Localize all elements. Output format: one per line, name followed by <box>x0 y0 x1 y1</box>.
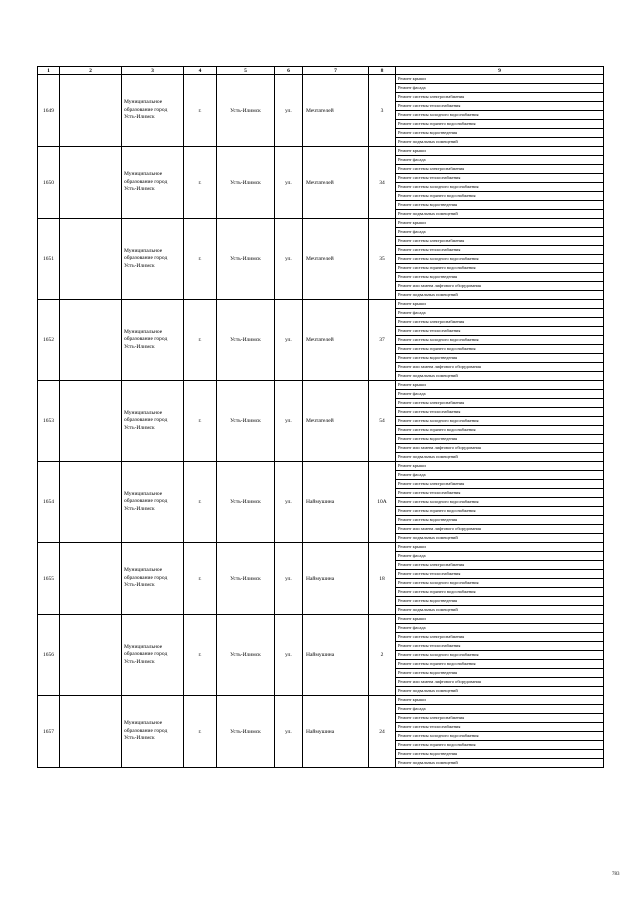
municipality-line: Муниципальное <box>124 171 163 178</box>
settlement-type-cell: г. <box>184 381 217 462</box>
work-type-cell: Ремонт системы электроснабжения <box>396 318 604 327</box>
municipality-cell <box>122 615 184 696</box>
work-type-cell: Ремонт системы водоотведения <box>396 597 604 606</box>
column-number: 1 <box>38 67 60 75</box>
column-number: 4 <box>184 67 217 75</box>
settlement-type-cell: г. <box>184 696 217 768</box>
work-type-cell: Ремонт системы холодного водоснабжения <box>396 111 604 120</box>
work-type-cell: Ремонт системы водоотведения <box>396 354 604 363</box>
work-type-cell: Ремонт системы водоотведения <box>396 273 604 282</box>
settlement-type-cell: г. <box>184 615 217 696</box>
settlement-type-cell: г. <box>184 219 217 300</box>
work-type-cell: Ремонт подвальных помещений <box>396 291 604 300</box>
municipality-line: образование город <box>124 417 168 424</box>
work-type-cell: Ремонт системы теплоснабжения <box>396 102 604 111</box>
work-type-cell: Ремонт крыши <box>396 543 604 552</box>
work-row <box>38 300 604 309</box>
page-number: 783 <box>612 872 620 877</box>
work-row <box>38 615 604 624</box>
work-type-cell: Ремонт системы теплоснабжения <box>396 642 604 651</box>
work-row <box>38 696 604 705</box>
work-type-cell: Ремонт фасада <box>396 471 604 480</box>
work-type-cell: Ремонт системы горячего водоснабжения <box>396 741 604 750</box>
work-type-cell: Ремонт системы горячего водоснабжения <box>396 507 604 516</box>
municipality-line: Усть-Илимск <box>124 424 155 431</box>
street-cell: Наймушина <box>303 543 369 615</box>
work-type-cell: Ремонт системы холодного водоснабжения <box>396 579 604 588</box>
work-row <box>38 147 604 156</box>
street-cell: Наймушина <box>303 462 369 543</box>
work-type-cell: Ремонт системы водоотведения <box>396 435 604 444</box>
settlement-type-cell: г. <box>184 75 217 147</box>
work-type-cell: Ремонт системы электроснабжения <box>396 93 604 102</box>
work-row <box>38 75 604 84</box>
row-id-cell: 1654 <box>38 462 60 543</box>
work-type-cell: Ремонт крыши <box>396 75 604 84</box>
municipality-line: Муниципальное <box>124 99 163 106</box>
work-type-cell: Ремонт системы горячего водоснабжения <box>396 264 604 273</box>
municipality-line: Усть-Илимск <box>124 343 155 350</box>
work-type-cell: Ремонт системы холодного водоснабжения <box>396 732 604 741</box>
work-type-cell: Ремонт системы теплоснабжения <box>396 489 604 498</box>
house-number-cell: 34 <box>369 147 396 219</box>
street-type-cell: ул. <box>275 543 303 615</box>
work-type-cell: Ремонт системы горячего водоснабжения <box>396 192 604 201</box>
city-cell: Усть-Илимск <box>217 543 275 615</box>
column-number: 9 <box>396 67 604 75</box>
municipality-line: образование город <box>124 574 168 581</box>
work-type-cell: Ремонт крыши <box>396 615 604 624</box>
empty-cell <box>60 615 122 696</box>
work-type-cell: Ремонт подвальных помещений <box>396 453 604 462</box>
work-type-cell: Ремонт системы электроснабжения <box>396 480 604 489</box>
work-type-cell: Ремонт системы электроснабжения <box>396 633 604 642</box>
row-id-cell: 1650 <box>38 147 60 219</box>
municipality-cell <box>122 300 184 381</box>
work-type-cell: Ремонт крыши <box>396 696 604 705</box>
work-type-cell: Ремонт системы водоотведения <box>396 669 604 678</box>
work-type-cell: Ремонт крыши <box>396 147 604 156</box>
empty-cell <box>60 696 122 768</box>
municipality-line: Усть-Илимск <box>124 186 155 193</box>
city-cell: Усть-Илимск <box>217 696 275 768</box>
work-type-cell: Ремонт фасада <box>396 156 604 165</box>
house-number-cell: 10А <box>369 462 396 543</box>
municipality-line: Усть-Илимск <box>124 505 155 512</box>
work-type-cell: Ремонт крыши <box>396 300 604 309</box>
work-type-cell: Ремонт системы электроснабжения <box>396 561 604 570</box>
street-type-cell: ул. <box>275 75 303 147</box>
street-type-cell: ул. <box>275 219 303 300</box>
street-type-cell: ул. <box>275 147 303 219</box>
street-type-cell: ул. <box>275 462 303 543</box>
municipality-line: образование город <box>124 336 168 343</box>
work-type-cell: Ремонт подвальных помещений <box>396 687 604 696</box>
city-cell: Усть-Илимск <box>217 381 275 462</box>
work-type-cell: Ремонт системы теплоснабжения <box>396 246 604 255</box>
row-id-cell: 1651 <box>38 219 60 300</box>
work-type-cell: Ремонт системы холодного водоснабжения <box>396 417 604 426</box>
repair-program-table <box>37 66 604 768</box>
house-number-cell: 54 <box>369 381 396 462</box>
work-type-cell: Ремонт крыши <box>396 219 604 228</box>
municipality-cell <box>122 543 184 615</box>
work-type-cell: Ремонт системы электроснабжения <box>396 165 604 174</box>
work-type-cell: Ремонт системы холодного водоснабжения <box>396 183 604 192</box>
municipality-cell <box>122 462 184 543</box>
work-type-cell: Ремонт фасада <box>396 624 604 633</box>
work-type-cell: Ремонт подвальных помещений <box>396 606 604 615</box>
work-type-cell: Ремонт крыши <box>396 381 604 390</box>
municipality-line: Усть-Илимск <box>124 735 155 742</box>
work-row <box>38 381 604 390</box>
municipality-cell <box>122 147 184 219</box>
settlement-type-cell: г. <box>184 462 217 543</box>
empty-cell <box>60 543 122 615</box>
work-type-cell: Ремонт подвальных помещений <box>396 138 604 147</box>
street-type-cell: ул. <box>275 300 303 381</box>
work-type-cell: Ремонт крыши <box>396 462 604 471</box>
work-row <box>38 462 604 471</box>
municipality-cell <box>122 696 184 768</box>
work-type-cell: Ремонт системы водоотведения <box>396 750 604 759</box>
work-type-cell: Ремонт или замена лифтового оборудования <box>396 678 604 687</box>
work-type-cell: Ремонт подвальных помещений <box>396 210 604 219</box>
work-type-cell: Ремонт или замена лифтового оборудования <box>396 282 604 291</box>
work-type-cell: Ремонт системы теплоснабжения <box>396 723 604 732</box>
settlement-type-cell: г. <box>184 147 217 219</box>
work-type-cell: Ремонт или замена лифтового оборудования <box>396 363 604 372</box>
settlement-type-cell: г. <box>184 543 217 615</box>
street-cell: Мечтателей <box>303 75 369 147</box>
municipality-line: Муниципальное <box>124 328 163 335</box>
work-type-cell: Ремонт или замена лифтового оборудования <box>396 444 604 453</box>
municipality-line: образование город <box>124 727 168 734</box>
street-cell: Наймушина <box>303 696 369 768</box>
table-body <box>38 75 604 768</box>
municipality-line: Усть-Илимск <box>124 114 155 121</box>
work-type-cell: Ремонт системы водоотведения <box>396 516 604 525</box>
row-id-cell: 1656 <box>38 615 60 696</box>
work-type-cell: Ремонт системы водоотведения <box>396 129 604 138</box>
work-type-cell: Ремонт системы теплоснабжения <box>396 570 604 579</box>
municipality-line: Муниципальное <box>124 720 163 727</box>
column-number: 7 <box>303 67 369 75</box>
column-number: 8 <box>369 67 396 75</box>
work-type-cell: Ремонт системы холодного водоснабжения <box>396 651 604 660</box>
empty-cell <box>60 381 122 462</box>
empty-cell <box>60 75 122 147</box>
work-type-cell: Ремонт системы горячего водоснабжения <box>396 426 604 435</box>
work-type-cell: Ремонт системы водоотведения <box>396 201 604 210</box>
municipality-line: Муниципальное <box>124 643 163 650</box>
work-type-cell: Ремонт системы горячего водоснабжения <box>396 588 604 597</box>
work-type-cell: Ремонт фасада <box>396 228 604 237</box>
street-cell: Мечтателей <box>303 381 369 462</box>
work-type-cell: Ремонт системы теплоснабжения <box>396 408 604 417</box>
work-type-cell: Ремонт системы холодного водоснабжения <box>396 336 604 345</box>
row-id-cell: 1649 <box>38 75 60 147</box>
street-type-cell: ул. <box>275 696 303 768</box>
empty-cell <box>60 300 122 381</box>
row-id-cell: 1657 <box>38 696 60 768</box>
empty-cell <box>60 147 122 219</box>
city-cell: Усть-Илимск <box>217 147 275 219</box>
city-cell: Усть-Илимск <box>217 219 275 300</box>
city-cell: Усть-Илимск <box>217 462 275 543</box>
work-type-cell: Ремонт подвальных помещений <box>396 534 604 543</box>
work-row <box>38 543 604 552</box>
row-id-cell: 1652 <box>38 300 60 381</box>
street-cell: Мечтателей <box>303 219 369 300</box>
column-number: 3 <box>122 67 184 75</box>
work-type-cell: Ремонт или замена лифтового оборудования <box>396 525 604 534</box>
municipality-cell <box>122 381 184 462</box>
street-cell: Мечтателей <box>303 300 369 381</box>
work-type-cell: Ремонт системы электроснабжения <box>396 237 604 246</box>
house-number-cell: 3 <box>369 75 396 147</box>
work-type-cell: Ремонт фасада <box>396 309 604 318</box>
municipality-line: Усть-Илимск <box>124 658 155 665</box>
house-number-cell: 18 <box>369 543 396 615</box>
municipality-line: Усть-Илимск <box>124 262 155 269</box>
work-type-cell: Ремонт фасада <box>396 705 604 714</box>
work-type-cell: Ремонт системы теплоснабжения <box>396 174 604 183</box>
municipality-cell <box>122 75 184 147</box>
work-type-cell: Ремонт системы холодного водоснабжения <box>396 255 604 264</box>
municipality-line: Муниципальное <box>124 490 163 497</box>
work-type-cell: Ремонт подвальных помещений <box>396 372 604 381</box>
column-number: 5 <box>217 67 275 75</box>
municipality-line: Усть-Илимск <box>124 582 155 589</box>
municipality-line: Муниципальное <box>124 409 163 416</box>
municipality-cell <box>122 219 184 300</box>
work-type-cell: Ремонт системы теплоснабжения <box>396 327 604 336</box>
street-cell: Мечтателей <box>303 147 369 219</box>
house-number-cell: 37 <box>369 300 396 381</box>
work-type-cell: Ремонт системы электроснабжения <box>396 399 604 408</box>
work-type-cell: Ремонт подвальных помещений <box>396 759 604 768</box>
municipality-line: образование город <box>124 651 168 658</box>
municipality-line: Муниципальное <box>124 567 163 574</box>
empty-cell <box>60 462 122 543</box>
street-type-cell: ул. <box>275 615 303 696</box>
work-type-cell: Ремонт фасада <box>396 552 604 561</box>
settlement-type-cell: г. <box>184 300 217 381</box>
municipality-line: образование город <box>124 178 168 185</box>
municipality-line: образование город <box>124 498 168 505</box>
city-cell: Усть-Илимск <box>217 300 275 381</box>
house-number-cell: 2 <box>369 615 396 696</box>
municipality-line: образование город <box>124 106 168 113</box>
row-id-cell: 1653 <box>38 381 60 462</box>
municipality-line: образование город <box>124 255 168 262</box>
column-numbers-row <box>38 67 604 75</box>
work-type-cell: Ремонт фасада <box>396 84 604 93</box>
work-type-cell: Ремонт системы горячего водоснабжения <box>396 120 604 129</box>
house-number-cell: 35 <box>369 219 396 300</box>
work-type-cell: Ремонт фасада <box>396 390 604 399</box>
row-id-cell: 1655 <box>38 543 60 615</box>
column-number: 6 <box>275 67 303 75</box>
work-type-cell: Ремонт системы горячего водоснабжения <box>396 660 604 669</box>
house-number-cell: 24 <box>369 696 396 768</box>
work-row <box>38 219 604 228</box>
city-cell: Усть-Илимск <box>217 75 275 147</box>
municipality-line: Муниципальное <box>124 247 163 254</box>
city-cell: Усть-Илимск <box>217 615 275 696</box>
street-cell: Наймушина <box>303 615 369 696</box>
work-type-cell: Ремонт системы горячего водоснабжения <box>396 345 604 354</box>
work-type-cell: Ремонт системы электроснабжения <box>396 714 604 723</box>
street-type-cell: ул. <box>275 381 303 462</box>
work-type-cell: Ремонт системы холодного водоснабжения <box>396 498 604 507</box>
empty-cell <box>60 219 122 300</box>
column-number: 2 <box>60 67 122 75</box>
